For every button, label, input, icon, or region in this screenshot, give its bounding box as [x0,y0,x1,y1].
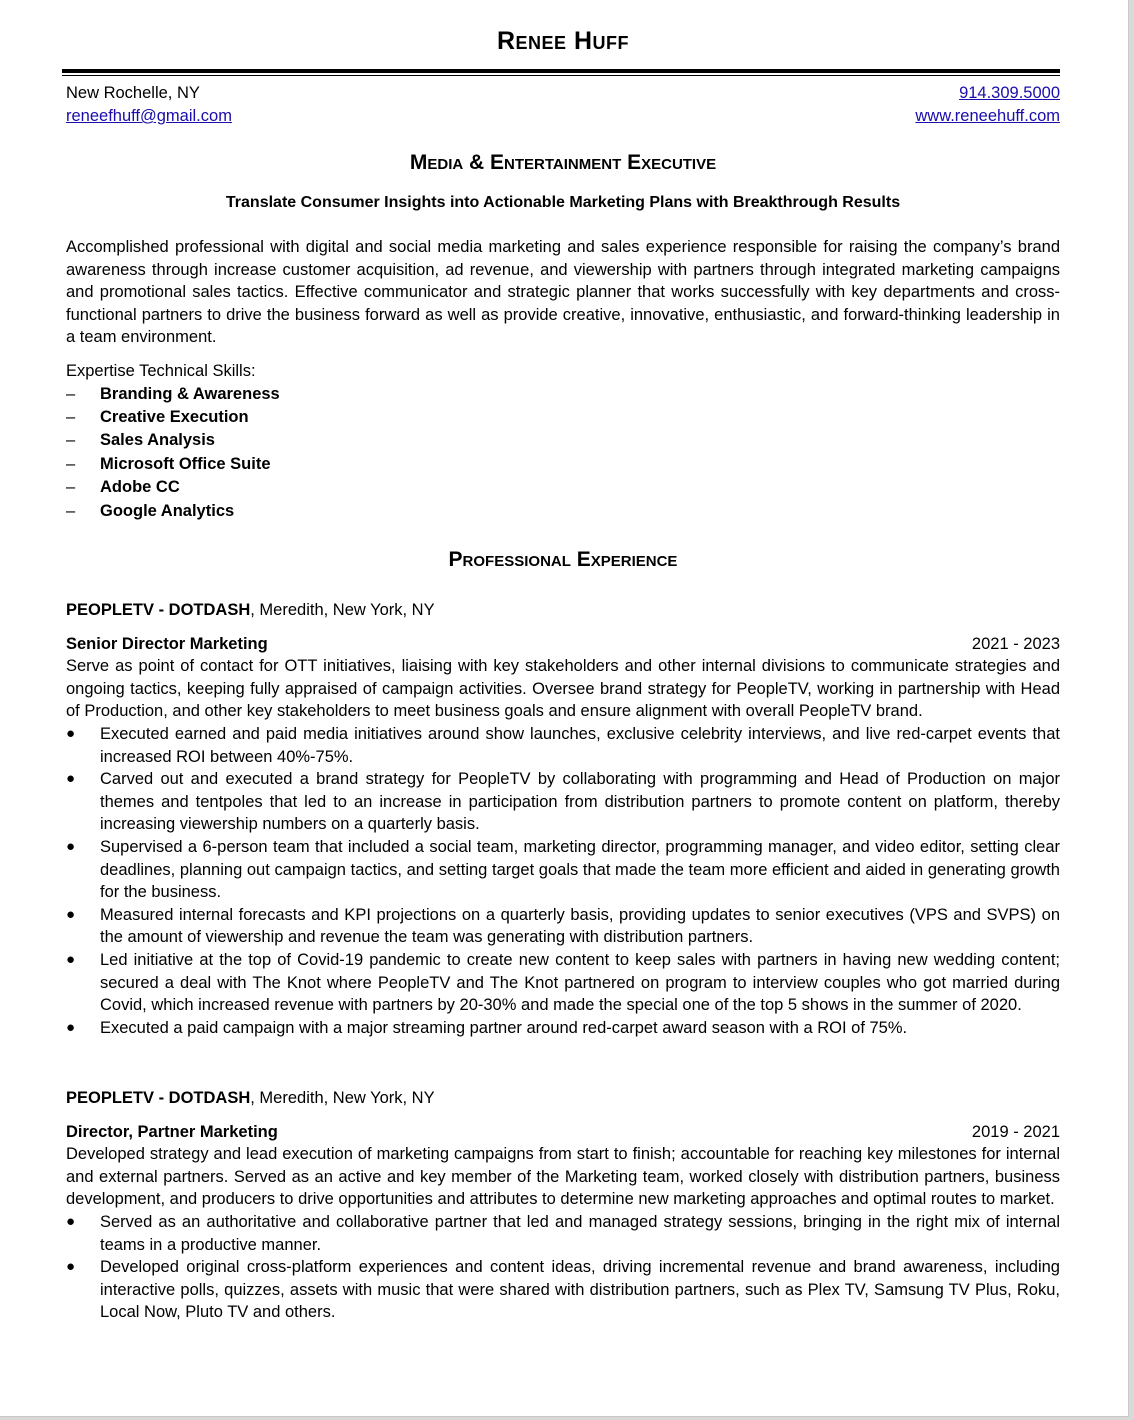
company-line [66,599,1060,622]
bullet-item: ● Carved out and executed a brand strategy for PeopleTV by collaborating with programming and Head of Production on major themes and tentpoles that led to an increase in participation from distribution partners to promote content on platform, thereby increasing viewership numbers on a quarterly basis. [66,768,1060,836]
skills-list [66,383,1060,523]
bullet-marker: ● [66,770,76,788]
website-link[interactable]: www.reneehuff.com [915,107,1060,125]
skills-section [66,360,1060,523]
summary-paragraph: Accomplished professional with digital and social media marketing and sales experience responsible for raising the company’s brand awareness through increase customer acquisition, ad revenue, and viewership with partners through integrated marketing campaigns and promotional sales tactics. Effective communicator and strategic planner that works successfully with key departments and cross-functional partners to drive the business forward as well as provide creative, innovative, enthusiastic, and forward-thinking leadership in a team environment. [66,238,1060,347]
job-description: Serve as point of contact for OTT initiatives, liaising with key stakeholders and other internal divisions to communicate strategies and ongoing tactics, keeping fully appraised of campaign activities. Oversee brand strategy for PeopleTV, working in partnership with Head of Production, and other key stakeholders to meet business goals and ensure alignment with overall PeopleTV brand. [66,657,1060,721]
bullet-item: ● Supervised a 6-person team that included a social team, marketing director, programming manager, and video editor, setting clear deadlines, planning out campaign tactics, and setting target goals that made the team more efficient and aided in generating growth for the business. [66,836,1060,904]
header-rule-thick [62,69,1060,73]
skill-item: – Google Analytics [66,500,1060,523]
skill-item: – Creative Execution [66,406,1060,429]
job-dates: 2021 - 2023 [971,634,1060,653]
bullet-marker: ● [66,1212,76,1230]
contact-block [66,82,1060,128]
bullet-marker: ● [66,724,76,742]
phone-link[interactable]: 914.309.5000 [959,84,1060,102]
tagline: Translate Consumer Insights into Actionable Marketing Plans with Breakthrough Results [225,194,901,211]
bullet-marker: ● [66,1018,76,1036]
company-name: PEOPLETV - DOTDASH [66,601,251,619]
company-name: PEOPLETV - DOTDASH [66,1089,251,1107]
skill-item: – Branding & Awareness [66,383,1060,406]
role-row [66,1121,1060,1144]
bullet-marker: ● [66,950,76,968]
bullet-marker: ● [66,905,76,923]
location: New Rochelle, NY [66,84,200,102]
company-line [66,1087,1060,1110]
company-location: , Meredith, New York, NY [250,601,435,619]
skills-label: Expertise Technical Skills: [66,362,256,380]
job-bullets [66,1211,1060,1324]
skill-item: – Adobe CC [66,476,1060,499]
role-row [66,633,1060,656]
job-description: Developed strategy and lead execution of marketing campaigns from start to finish; accountable for reaching key milestones for internal and external partners. Served as an active and key member of the Marketing team, worked closely with distribution partners, business development, and producers to drive opportunities and attributes to determine new marketing approaches and optimal routes to market. [66,1145,1060,1209]
bullet-item: ● Served as an authoritative and collaborative partner that led and managed strategy sessions, bringing in the right mix of internal teams in a productive manner. [66,1211,1060,1256]
job-bullets [66,723,1060,1039]
bullet-item: ● Measured internal forecasts and KPI projections on a quarterly basis, providing updates to senior executives (VPS and SVPS) on the amount of viewership and revenue the team was generating with distribution partners. [66,904,1060,949]
bullet-item: ● Developed original cross-platform experiences and content ideas, driving incremental revenue and brand awareness, including interactive polls, quizzes, assets with music that were shared with distribution partners, such as Plex TV, Samsung TV Plus, Roku, Local Now, Pluto TV and others. [66,1256,1060,1324]
skill-item: – Sales Analysis [66,429,1060,452]
dash-marker: – [66,454,76,473]
candidate-name: Renee Huff [496,27,630,55]
dash-marker: – [66,478,76,497]
skill-item: – Microsoft Office Suite [66,453,1060,476]
dash-marker: – [66,501,76,520]
company-location: , Meredith, New York, NY [250,1089,435,1107]
job-entry [66,1087,1060,1324]
bullet-marker: ● [66,1258,76,1276]
professional-headline: Media & Entertainment Executive [409,151,717,174]
job-title: Director, Partner Marketing [66,1122,278,1141]
dash-marker: – [66,407,76,426]
job-entry [66,599,1060,1039]
job-dates: 2019 - 2021 [971,1122,1060,1141]
bullet-item: ● Led initiative at the top of Covid-19 pandemic to create new content to keep sales with partners in having new wedding content; secured a deal with The Knot where PeopleTV and The Knot partnered on program to interview couples who got married during Covid, which increased revenue with partners by 20-30% and made the special one of the top 5 shows in the summer of 2020. [66,949,1060,1017]
bullet-marker: ● [66,837,76,855]
header-rule-thin [62,75,1060,76]
bullet-item: ● Executed a paid campaign with a major streaming partner around red-carpet award season with a ROI of 75%. [66,1017,1060,1040]
dash-marker: – [66,384,76,403]
experience-section-title: Professional Experience [448,548,678,571]
dash-marker: – [66,431,76,450]
job-title: Senior Director Marketing [66,634,268,653]
bullet-item: ● Executed earned and paid media initiatives around show launches, exclusive celebrity interviews, and live red-carpet events that increased ROI between 40%-75%. [66,723,1060,768]
email-link[interactable]: reneefhuff@gmail.com [66,107,232,125]
